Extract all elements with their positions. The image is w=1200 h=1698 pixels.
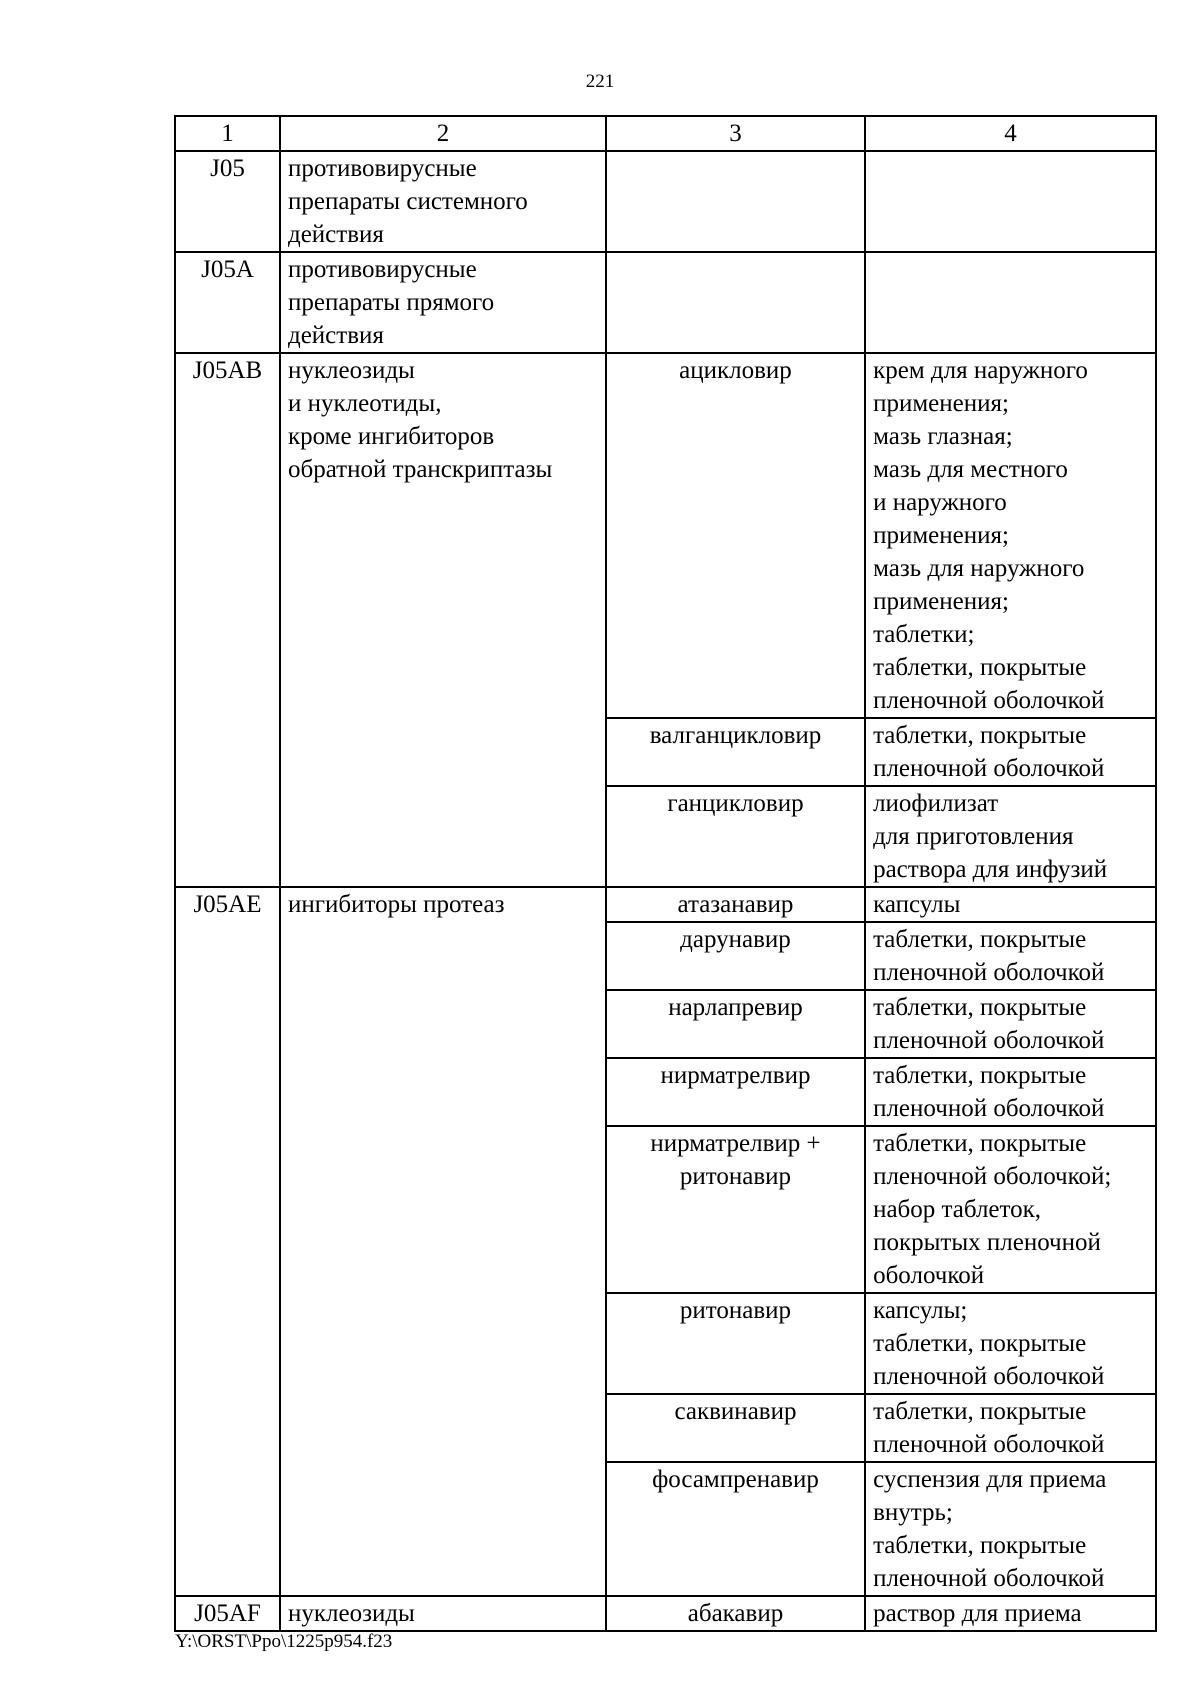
drug-name-cell: дарунавир	[606, 922, 865, 990]
header-col-4: 4	[865, 116, 1156, 151]
dosage-form-cell: таблетки, покрытые пленочной оболочкой; набор таблеток, покрытых пленочной оболочкой	[865, 1126, 1156, 1293]
header-col-3: 3	[606, 116, 865, 151]
table-header-row	[175, 116, 1156, 151]
drug-name-cell: ацикловир	[606, 353, 865, 718]
group-name-cell: противовирусные препараты системного действия	[280, 151, 606, 252]
dosage-form-cell: таблетки, покрытые пленочной оболочкой	[865, 1394, 1156, 1462]
dosage-form-cell: суспензия для приема внутрь; таблетки, покрытые пленочной оболочкой	[865, 1462, 1156, 1596]
atc-code-cell: J05	[175, 151, 280, 252]
dosage-form-cell: лиофилизат для приготовления раствора для инфузий	[865, 786, 1156, 887]
dosage-form-cell	[865, 252, 1156, 353]
table-row	[175, 151, 1156, 252]
dosage-form-cell: таблетки, покрытые пленочной оболочкой	[865, 718, 1156, 786]
drug-name-cell: ритонавир	[606, 1293, 865, 1394]
atc-code-cell: J05AE	[175, 887, 280, 1596]
dosage-form-cell: раствор для приема	[865, 1596, 1156, 1631]
drug-name-cell: абакавир	[606, 1596, 865, 1631]
drug-name-cell: фосампренавир	[606, 1462, 865, 1596]
drug-name-cell: нирматрелвир + ритонавир	[606, 1126, 865, 1293]
header-col-1: 1	[175, 116, 280, 151]
drug-name-cell	[606, 151, 865, 252]
table-row	[175, 252, 1156, 353]
atc-code-cell: J05AB	[175, 353, 280, 887]
file-path-footer: Y:\ORST\Ppo\1225p954.f23	[175, 1631, 393, 1652]
dosage-form-cell: капсулы; таблетки, покрытые пленочной оболочкой	[865, 1293, 1156, 1394]
drug-name-cell	[606, 252, 865, 353]
medication-table	[174, 115, 1157, 1632]
table-row	[175, 353, 1156, 718]
page-number: 221	[585, 71, 615, 92]
group-name-cell: нуклеозиды и нуклеотиды, кроме ингибиторов обратной транскриптазы	[280, 353, 606, 887]
drug-name-cell: саквинавир	[606, 1394, 865, 1462]
dosage-form-cell: таблетки, покрытые пленочной оболочкой	[865, 1058, 1156, 1126]
header-col-2: 2	[280, 116, 606, 151]
dosage-form-cell: крем для наружного применения; мазь глазная; мазь для местного и наружного применения; мазь для наружного применения; таблетки; таблетки, покрытые пленочной оболочкой	[865, 353, 1156, 718]
dosage-form-cell: таблетки, покрытые пленочной оболочкой	[865, 990, 1156, 1058]
atc-code-cell: J05A	[175, 252, 280, 353]
dosage-form-cell	[865, 151, 1156, 252]
drug-name-cell: ганцикловир	[606, 786, 865, 887]
group-name-cell: нуклеозиды	[280, 1596, 606, 1631]
atc-code-cell: J05AF	[175, 1596, 280, 1631]
table-row	[175, 1596, 1156, 1631]
drug-name-cell: атазанавир	[606, 887, 865, 922]
dosage-form-cell: капсулы	[865, 887, 1156, 922]
group-name-cell: противовирусные препараты прямого действия	[280, 252, 606, 353]
drug-name-cell: валганцикловир	[606, 718, 865, 786]
drug-name-cell: нарлапревир	[606, 990, 865, 1058]
table-row	[175, 887, 1156, 922]
dosage-form-cell: таблетки, покрытые пленочной оболочкой	[865, 922, 1156, 990]
group-name-cell: ингибиторы протеаз	[280, 887, 606, 1596]
drug-name-cell: нирматрелвир	[606, 1058, 865, 1126]
